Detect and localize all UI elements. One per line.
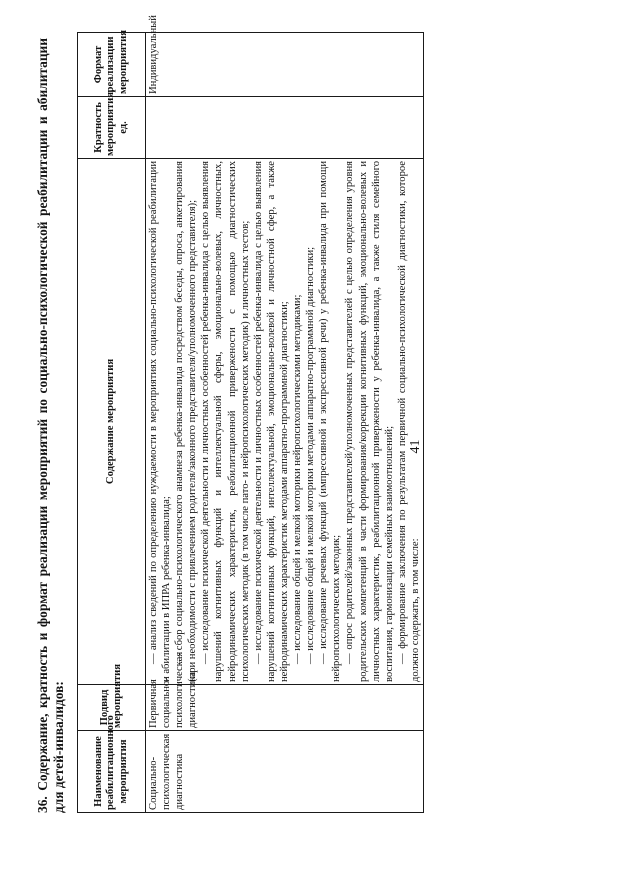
header-subtype: Подвид мероприятия — [78, 685, 146, 731]
header-multiplicity: Кратность мероприятия, ед. — [78, 97, 146, 159]
section-heading-line-2: для детей-инвалидов: — [51, 681, 66, 813]
section-heading — [35, 38, 67, 813]
content-item: — исследование психической деятельности и личностных особенностей ребенка-инвалида с целью выявления нарушений когнитивных функций, интеллектуальной, эмоционально-волевой и личностной сфер, а также нейродинамических характеристик методами аппаратно-программной диагностики; — [252, 161, 290, 682]
content-item: — сбор социально-психологического анамнеза ребенка-инвалида посредством беседы, опроса, анкетирования (при необходимости с привлечением родителя/законного представителя/уполномоченного представителя); — [174, 161, 199, 682]
content-item: — исследование общей и мелкой моторики нейропсихологическими методиками; — [292, 294, 304, 664]
content-item: — исследование психической деятельности и личностных особенностей ребенка-инвалида с целью выявления нарушений когнитивных функций и интеллектуальной сферы, эмоционально-волевых, личностных, нейродинамических характеристик, реабилитационной привержености с помощью диагностических психологических методик (в том числе пато- и нейропсихологических методик) и личностных тестов; — [200, 161, 251, 682]
rehabilitation-table — [77, 15, 424, 813]
table-header-row — [78, 33, 146, 813]
content-item: — исследование речевых функций (импрессивной и экспрессивной речи) у ребенка-инвалида при помощи нейропсихологических методик; — [318, 161, 343, 682]
section-heading-line-1: 36. Содержание, кратность и формат реализации мероприятий по социально-психологической реабилитации и абилитации — [35, 38, 50, 813]
table-row — [146, 33, 424, 813]
page-number: 41 — [408, 439, 423, 454]
content-item: — исследование общей и мелкой моторики методами аппаратно-программной диагностики; — [305, 246, 317, 664]
content-item: — анализ сведений по определению нуждаемости в мероприятиях социально-психологической реабилитации и абилитации в ИПРА ребенка-инвалида; — [148, 161, 173, 682]
cell-name: Социально-психологическая диагностика — [146, 731, 424, 813]
header-content: Содержание мероприятия — [78, 159, 146, 685]
cell-format: Индивидуальный — [146, 33, 424, 97]
content-item: — формирование заключения по результатам первичной социально-психологической диагностики, которое должно содержать, в том числе: — [396, 161, 421, 682]
header-name: Наименование реабилитационного мероприятия — [78, 731, 146, 813]
cell-subtype: Первичная социально-психологическая диагностика — [146, 685, 424, 731]
cell-content — [146, 159, 424, 685]
cell-multiplicity — [146, 97, 424, 159]
content-item: — опрос родителей/законных представителей/уполномоченных представителей с целью определения уровня родительских компетенций в части формирования/коррекции когнитивных функций, эмоционально-волевых и личностных характеристик, реабилитационной привержености у ребенка-инвалида, а также стиля семейного воспитания, гармонизации семейных взаимоотношений; — [344, 161, 395, 682]
header-format: Формат реализации мероприятия — [78, 33, 146, 97]
